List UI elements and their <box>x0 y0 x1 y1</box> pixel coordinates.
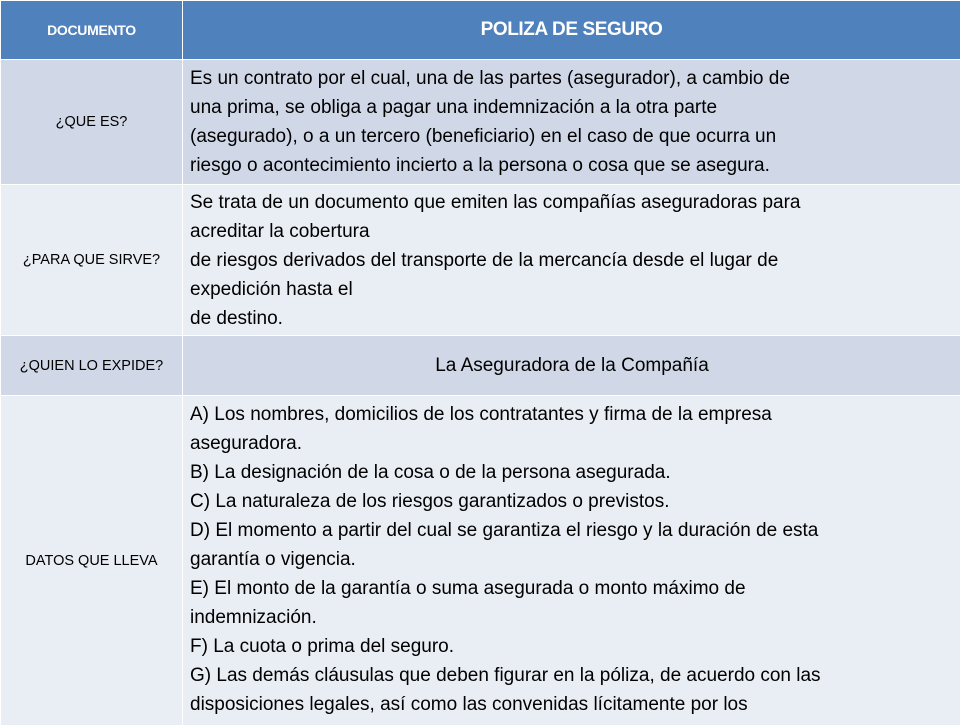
header-title: POLIZA DE SEGURO <box>183 1 960 60</box>
content-line: E) El monto de la garantía o suma asegurada o monto máximo de <box>190 574 954 603</box>
row-content-quien-lo-expide <box>183 336 960 396</box>
content-line: D) El momento a partir del cual se garantiza el riesgo y la duración de esta <box>190 516 954 545</box>
row-label-datos-que-lleva: DATOS QUE LLEVA <box>1 396 183 726</box>
table-row-datos-que-lleva <box>1 396 960 726</box>
row-label-que-es: ¿QUE ES? <box>1 60 183 185</box>
content-line: garantía o vigencia. <box>190 545 954 574</box>
row-content-datos-que-lleva <box>183 396 960 726</box>
content-line: La Aseguradora de la Compañía <box>190 351 954 380</box>
content-line: expedición hasta el <box>190 275 954 304</box>
content-line: F) La cuota o prima del seguro. <box>190 632 954 661</box>
content-line: indemnización. <box>190 603 954 632</box>
content-line: Se trata de un documento que emiten las compañías aseguradoras para <box>190 188 954 217</box>
table-row-para-que-sirve <box>1 185 960 336</box>
content-line: (asegurado), o a un tercero (beneficiario) en el caso de que ocurra un <box>190 122 954 151</box>
content-line: G) Las demás cláusulas que deben figurar en la póliza, de acuerdo con las <box>190 661 954 690</box>
content-line: una prima, se obliga a pagar una indemnización a la otra parte <box>190 93 954 122</box>
content-line: B) La designación de la cosa o de la persona asegurada. <box>190 458 954 487</box>
content-line: acreditar la cobertura <box>190 217 954 246</box>
table-row-quien-lo-expide <box>1 336 960 396</box>
row-label-quien-lo-expide: ¿QUIEN LO EXPIDE? <box>1 336 183 396</box>
content-line: Es un contrato por el cual, una de las partes (asegurador), a cambio de <box>190 64 954 93</box>
content-line: A) Los nombres, domicilios de los contratantes y firma de la empresa <box>190 400 954 429</box>
header-label: DOCUMENTO <box>1 1 183 60</box>
table-row-que-es <box>1 60 960 185</box>
content-line: disposiciones legales, así como las convenidas lícitamente por los <box>190 690 954 719</box>
content-line: C) La naturaleza de los riesgos garantizados o previstos. <box>190 487 954 516</box>
content-line: riesgo o acontecimiento incierto a la persona o cosa que se asegura. <box>190 151 954 180</box>
content-line: de destino. <box>190 304 954 333</box>
row-label-para-que-sirve: ¿PARA QUE SIRVE? <box>1 185 183 336</box>
content-line: aseguradora. <box>190 429 954 458</box>
header-row <box>1 1 960 60</box>
row-content-que-es <box>183 60 960 185</box>
content-line: de riesgos derivados del transporte de la mercancía desde el lugar de <box>190 246 954 275</box>
row-content-para-que-sirve <box>183 185 960 336</box>
